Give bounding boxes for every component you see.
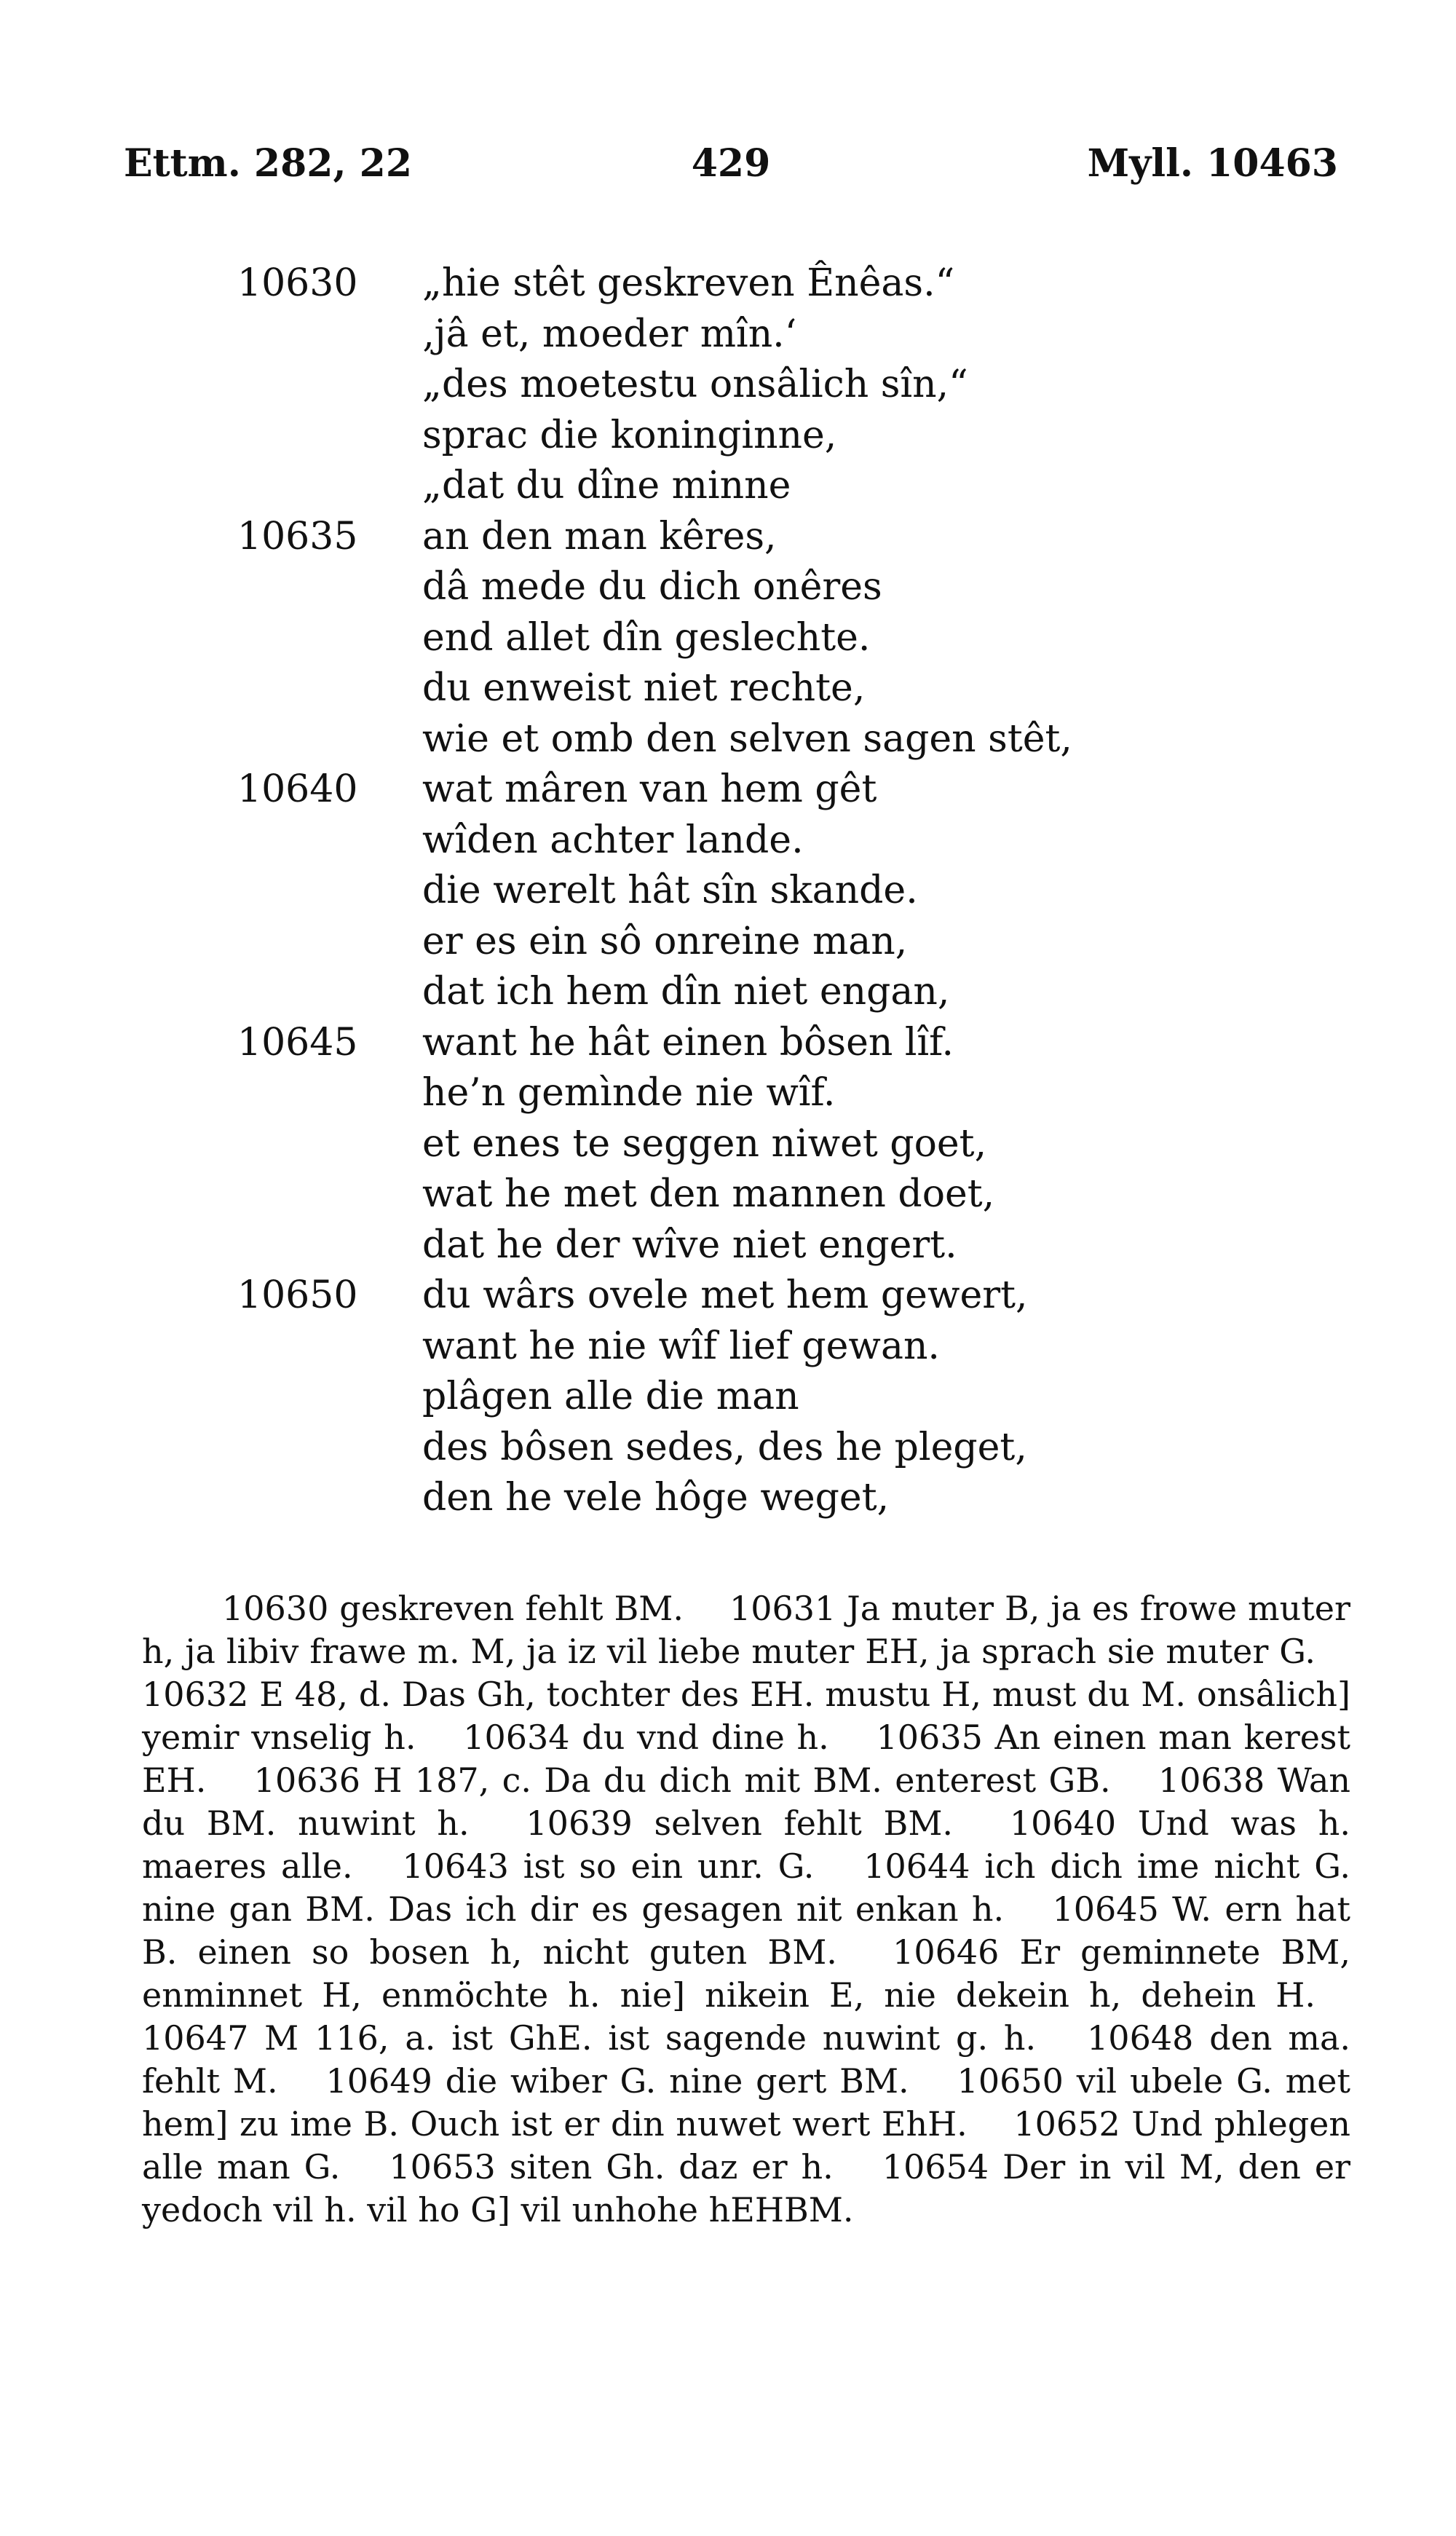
apparatus-note: 10634 du vnd dine h. — [463, 1718, 829, 1757]
verse-line — [240, 714, 1259, 765]
apparatus-note: 10631 Ja muter B, ja es frowe muter h, ja libiv frawe m. M, ja iz vil liebe muter EH, ja sprach sie muter G. — [142, 1589, 1351, 1671]
verse-line — [237, 765, 1259, 815]
apparatus-note: 10650 vil ubele G. met hem] zu ime B. Ouch ist er din nuwet wert EhH. — [142, 2061, 1350, 2144]
apparatus-note: 10653 siten Gh. daz er h. — [389, 2147, 834, 2187]
verse-line — [240, 1322, 1259, 1372]
verse-text: des bôsen sedes, des he pleget, — [422, 1425, 1027, 1469]
verse-line — [237, 258, 1259, 309]
apparatus-note: 10652 Und phlegen alle man G. — [142, 2104, 1351, 2187]
verse-line — [240, 815, 1259, 866]
apparatus-note: 10644 ich dich ime nicht G. nine gan BM. Das ich dir es gesagen nit enkan h. — [142, 1846, 1351, 1929]
apparatus-note: 10636 H 187, c. Da du dich mit BM. enterest GB. — [253, 1761, 1111, 1800]
apparatus-note: 10640 Und was h. maeres alle. — [142, 1804, 1350, 1886]
verse-line — [240, 360, 1259, 411]
verse-line — [240, 663, 1259, 714]
critical-apparatus — [142, 1587, 1350, 2232]
verse-line — [240, 917, 1259, 968]
apparatus-note: 10649 die wiber G. nine gert BM. — [325, 2061, 909, 2101]
verse-line — [240, 1068, 1259, 1119]
verse-text: dat he der wîve niet engert. — [422, 1222, 957, 1267]
verse-line — [237, 1018, 1259, 1069]
verse-line — [240, 1473, 1259, 1524]
verse-text: he’n gemìnde nie wîf. — [422, 1071, 836, 1115]
apparatus-note: 10639 selven fehlt BM. — [526, 1804, 954, 1843]
page-number: 429 — [691, 141, 771, 186]
verse-line — [240, 1372, 1259, 1423]
verse-text: den he vele hôge weget, — [422, 1476, 890, 1520]
line-number: 10630 — [237, 261, 358, 305]
verse-text: an den man kêres, — [422, 514, 777, 558]
line-number: 10635 — [237, 514, 358, 558]
verse-line — [240, 461, 1259, 512]
verse-line — [240, 866, 1259, 917]
apparatus-note: 10647 M 116, a. ist GhE. ist sagende nuwint g. h. — [142, 2018, 1037, 2058]
verse-line — [237, 512, 1259, 563]
apparatus-note: 10632 E 48, d. Das Gh, tochter des EH. mustu H, must du M. onsâlich] yemir vnselig h. — [142, 1675, 1350, 1757]
verse-text: plâgen alle die man — [422, 1375, 799, 1418]
verse-line — [240, 1220, 1259, 1271]
verse-text: „dat du dîne minne — [422, 464, 791, 507]
verse-text: wat mâren van hem gêt — [422, 767, 877, 811]
line-number: 10650 — [237, 1273, 358, 1317]
line-number: 10645 — [237, 1020, 358, 1064]
line-number: 10640 — [237, 767, 358, 811]
apparatus-note: 10643 ist so ein unr. G. — [402, 1846, 815, 1886]
verse-text: want he nie wîf lief gewan. — [422, 1324, 940, 1368]
verse-line — [240, 1169, 1259, 1220]
apparatus-note: 10638 Wan du BM. nuwint h. — [142, 1761, 1350, 1843]
verse-text: du enweist niet rechte, — [422, 666, 866, 710]
verse-line — [240, 411, 1259, 462]
verse-line — [240, 1119, 1259, 1170]
header-right-reference: Myll. 10463 — [1087, 141, 1338, 186]
verse-block — [237, 258, 1259, 1524]
apparatus-note: 10648 den ma. fehlt M. — [142, 2018, 1350, 2101]
verse-text: wie et omb den selven sagen stêt, — [422, 716, 1072, 761]
apparatus-note: 10646 Er geminnete BM, enminnet H, enmöchte h. nie] nikein E, nie dekein h, dehein H. — [142, 1932, 1350, 2015]
verse-text: wat he met den mannen doet, — [422, 1172, 995, 1216]
apparatus-note: 10645 W. ern hat B. einen so bosen h, nicht guten BM. — [142, 1889, 1351, 1972]
verse-text: dâ mede du dich onêres — [422, 565, 882, 609]
verse-line — [240, 1423, 1259, 1474]
verse-text: dat ich hem dîn niet engan, — [422, 970, 950, 1014]
verse-text: et enes te seggen niwet goet, — [422, 1121, 987, 1166]
verse-text: die werelt hât sîn skande. — [422, 869, 918, 912]
apparatus-note: 10635 An einen man kerest EH. — [142, 1718, 1351, 1800]
verse-line — [237, 1271, 1259, 1322]
verse-text: er es ein sô onreine man, — [422, 919, 908, 963]
verse-text: du wârs ovele met hem gewert, — [422, 1273, 1028, 1317]
verse-text: want he hât einen bôsen lîf. — [422, 1020, 954, 1064]
verse-line — [240, 613, 1259, 664]
verse-text: „hie stêt geskreven Ênêas.“ — [422, 261, 955, 305]
verse-line — [240, 967, 1259, 1018]
verse-text: ‚jâ et, moeder mîn.‘ — [422, 312, 797, 356]
verse-line — [240, 309, 1259, 360]
verse-text: sprac die koninginne, — [422, 413, 837, 457]
verse-text: wîden achter lande. — [422, 818, 804, 862]
verse-text: end allet dîn geslechte. — [422, 615, 871, 660]
verse-line — [240, 562, 1259, 613]
apparatus-note: 10654 Der in vil M, den er yedoch vil h. vil ho G] vil unhohe hEHBM. — [142, 2147, 1351, 2229]
verse-text: „des moetestu onsâlich sîn,“ — [422, 363, 968, 406]
page-header — [124, 141, 1338, 192]
apparatus-note: 10630 geskreven fehlt BM. — [222, 1589, 684, 1628]
header-left-reference: Ettm. 282, 22 — [124, 141, 413, 186]
